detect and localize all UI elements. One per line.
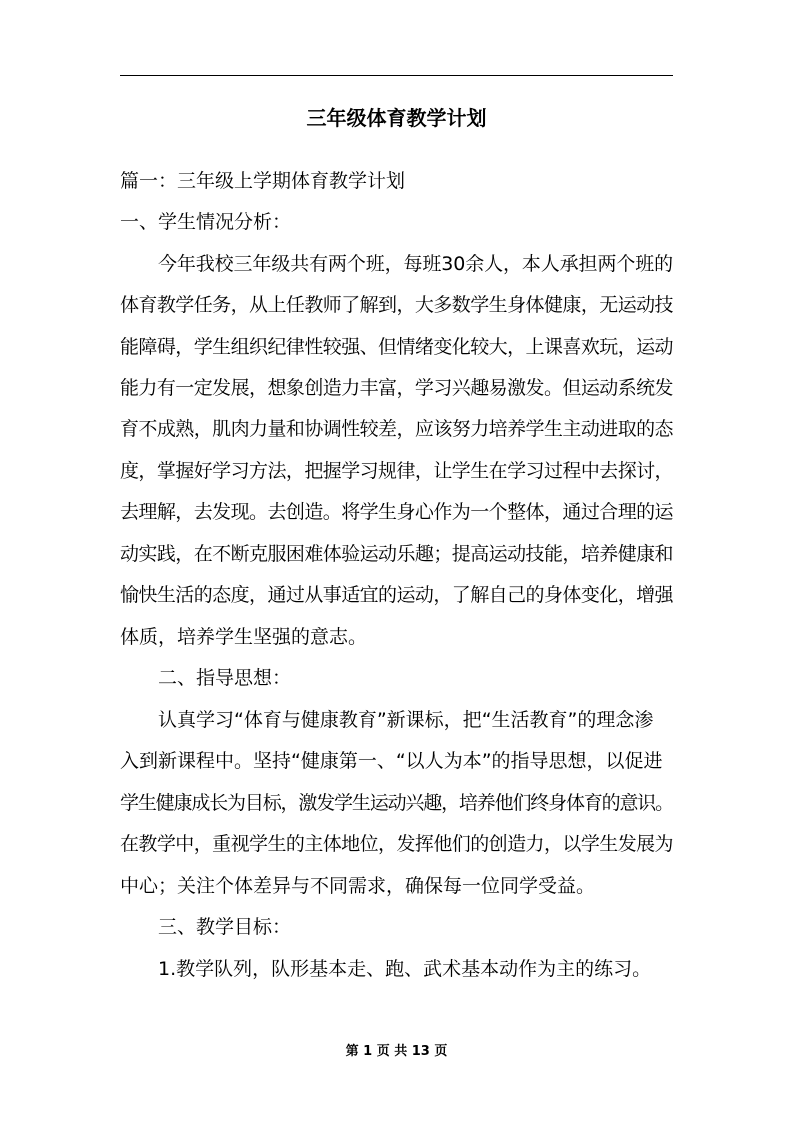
paragraph-line: 度，掌握好学习方法，把握学习规律，让学生在学习过程中去探讨，	[120, 460, 673, 482]
paragraph-line: 能力有一定发展，想象创造力丰富，学习兴趣易激发。但运动系统发	[120, 377, 673, 399]
paragraph-line: 认真学习“体育与健康教育”新课标，把“生活教育”的理念渗	[158, 709, 654, 731]
section-heading: 一、学生情况分析：	[120, 211, 292, 233]
section-heading: 二、指导思想：	[158, 667, 292, 689]
page-number: 第 1 页 共 13 页	[345, 1044, 448, 1059]
paragraph-line: 1.教学队列，队形基本走、跑、武术基本动作为主的练习。	[158, 958, 652, 980]
section-heading: 篇一：三年级上学期体育教学计划	[120, 170, 406, 192]
paragraph-line: 入到新课程中。坚持“健康第一、“以人为本”的指导思想，以促进	[120, 750, 663, 772]
paragraph-line: 今年我校三年级共有两个班，每班30余人，本人承担两个班的	[158, 253, 673, 275]
paragraph-line: 动实践，在不断克服困难体验运动乐趣；提高运动技能，培养健康和	[120, 543, 673, 565]
document-title: 三年级体育教学计划	[306, 106, 487, 130]
paragraph-line: 去理解，去发现。去创造。将学生身心作为一个整体，通过合理的运	[120, 501, 673, 523]
paragraph-line: 能障碍，学生组织纪律性较强、但情绪变化较大，上课喜欢玩，运动	[120, 336, 673, 358]
section-heading: 三、教学目标：	[158, 916, 292, 938]
paragraph-line: 学生健康成长为目标，激发学生运动兴趣，培养他们终身体育的意识。	[120, 792, 673, 814]
paragraph-line: 体育教学任务，从上任教师了解到，大多数学生身体健康，无运动技	[120, 294, 673, 316]
paragraph-line: 中心；关注个体差异与不同需求，确保每一位同学受益。	[120, 875, 596, 897]
paragraph-line: 体质，培养学生坚强的意志。	[120, 626, 368, 648]
paragraph-line: 愉快生活的态度，通过从事适宜的运动，了解自己的身体变化，增强	[120, 584, 673, 606]
paragraph-line: 育不成熟，肌肉力量和协调性较差，应该努力培养学生主动进取的态	[120, 418, 673, 440]
header-rule	[120, 75, 673, 76]
paragraph-line: 在教学中，重视学生的主体地位，发挥他们的创造力，以学生发展为	[120, 833, 673, 855]
